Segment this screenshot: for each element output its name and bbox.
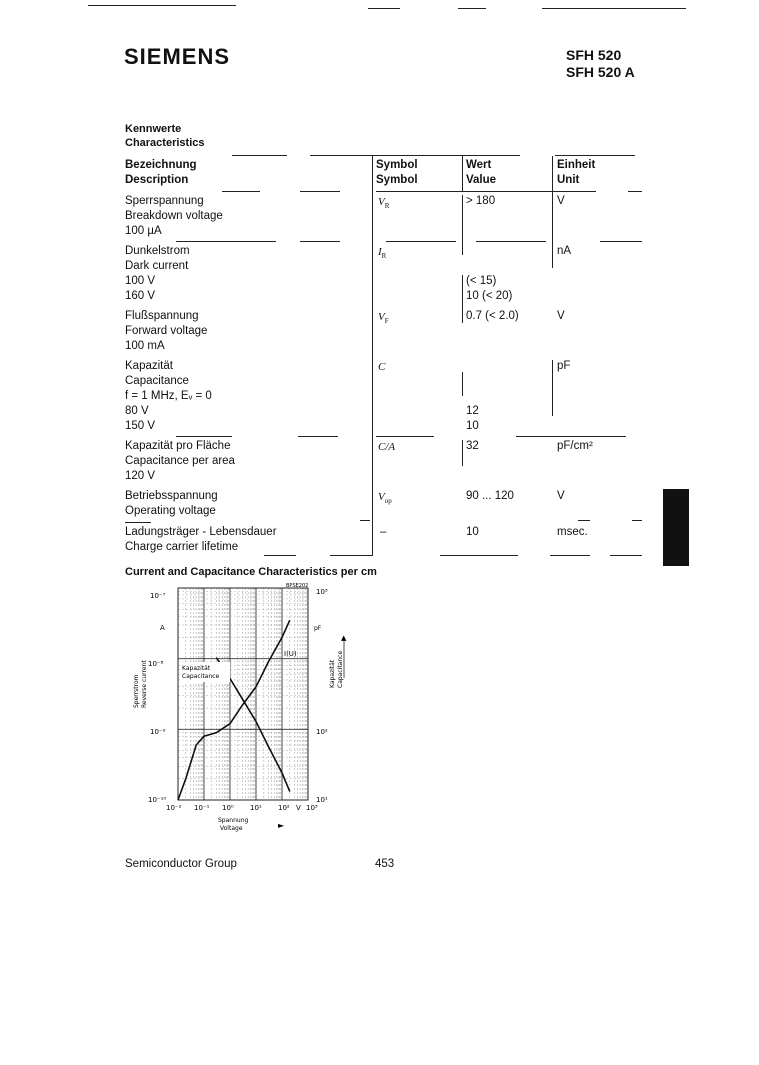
right-tick-label: 10³ [316,588,328,596]
table-rule [578,520,590,521]
column-divider [462,440,463,466]
row-symbol-carrier-lifetime: – [380,526,387,538]
right-axis-label [329,651,344,688]
right-unit: pF [314,625,322,632]
table-rule [516,436,626,437]
x-unit: V [296,804,301,812]
row-symbol-capacitance-per-area: C/A [378,441,396,453]
col-header-desc-en: Description [125,174,189,186]
col-header-unit-en: Unit [557,174,580,186]
row-value-capacitance: 12 10 [466,405,479,432]
column-divider [552,360,553,416]
row-desc-dark-current: Dunkelstrom Dark current 100 V 160 V [125,245,190,302]
table-rule [360,520,370,521]
footer-group: Semiconductor Group [125,858,237,870]
row-value-dark-current: (< 15) 10 (< 20) [466,275,513,302]
table-rule [610,555,642,556]
table-rule [222,191,260,192]
left-tick-label: 10⁻⁷ [150,592,166,600]
row-desc-operating-voltage: Betriebsspannung Operating voltage [125,490,218,517]
column-divider [372,156,373,556]
row-desc-capacitance: Kapazität Capacitance f = 1 MHz, Eᵥ = 0 80 V 150 V [125,360,212,432]
x-tick-label: 10⁰ [222,804,234,812]
left-tick-label: 10⁻¹⁰ [148,796,167,804]
table-rule [555,155,635,156]
row-symbol-operating-voltage: $V_{op}$ [378,491,392,506]
column-divider [462,372,463,396]
row-desc-carrier-lifetime: Ladungsträger - Lebensdauer Charge carrier lifetime [125,526,277,553]
table-rule [476,241,546,242]
col-header-symbol-en: Symbol [376,174,418,186]
iv-cv-chart [120,578,360,838]
row-symbol-dark-current: $I_R$ [378,246,387,261]
table-rule [125,522,151,523]
left-axis-label-de: Sperrstrom [133,674,140,708]
table-rule [232,155,287,156]
x-tick-label: 10⁻² [166,804,182,812]
table-rule [264,555,296,556]
left-tick-label: 10⁻⁹ [150,728,166,736]
left-axis-label [133,660,148,708]
column-divider [462,156,463,192]
chart-curves [178,620,290,800]
plot-frame [178,588,308,800]
footer-page-number: 453 [375,858,395,870]
table-rule [298,436,338,437]
x-tick-label: 10³ [306,804,318,812]
row-unit-breakdown: V [557,195,565,207]
row-unit-carrier-lifetime: msec. [557,526,588,538]
row-unit-forward-voltage: V [557,310,565,322]
table-rule [376,436,434,437]
table-rule [628,191,642,192]
left-unit: A [160,624,165,632]
col-header-unit-de: Einheit [557,159,596,171]
chart-code: BPSE202 [286,583,309,589]
page-tab-marker [663,489,689,566]
row-symbol-breakdown: $V_R$ [378,196,390,211]
section-title-en: Characteristics [125,137,205,149]
column-divider [552,156,553,268]
x-tick-label: 10² [278,804,290,812]
part-number-a: SFH 520 A [566,64,635,80]
column-divider [462,275,463,323]
x-axis-label-de: Spannung [218,817,249,824]
col-header-value-de: Wert [466,159,492,171]
table-rule [376,191,596,192]
chart-title: Current and Capacitance Characteristics per cm [125,566,377,578]
right-axis-arrow: ▲ [341,634,347,642]
table-rule [176,241,276,242]
series-current-line [178,620,290,800]
row-symbol-forward-voltage: $V_F$ [378,311,389,326]
row-desc-capacitance-per-area: Kapazität pro Fläche Capacitance per area 120 V [125,440,235,482]
annotation-capacitance-en: Capacitance [182,673,220,680]
table-rule [440,555,518,556]
top-rule [542,8,686,9]
row-desc-forward-voltage: Flußspannung Forward voltage 100 mA [125,310,208,352]
table-rule [330,555,372,556]
table-rule [600,241,642,242]
right-tick-label: 10¹ [316,796,328,804]
row-unit-dark-current: nA [557,245,572,257]
left-tick-label: 10⁻⁸ [148,660,164,668]
annotation-current: I(U) [284,650,297,658]
annotation-capacitance-de: Kapazität [182,665,211,672]
table-rule [300,191,340,192]
left-axis-label-en: Reverse current [141,660,148,708]
x-tick-label: 10⁻¹ [194,804,210,812]
row-value-breakdown: > 180 [466,195,496,207]
right-axis-label-en: Capacitance [337,650,344,688]
row-value-forward-voltage: 0.7 (< 2.0) [466,310,519,322]
table-rule [386,241,456,242]
chart-grid [178,588,308,800]
row-value-capacitance-per-area: 32 [466,440,479,452]
table-rule [310,155,520,156]
column-divider [462,195,463,255]
col-header-symbol-de: Symbol [376,159,418,171]
col-header-desc-de: Bezeichnung [125,159,197,171]
top-rule [88,5,236,6]
top-rule [368,8,400,9]
x-axis-label-en: Voltage [220,825,243,832]
table-rule [300,241,340,242]
top-rule [458,8,486,9]
col-header-value-en: Value [466,174,497,186]
row-value-operating-voltage: 90 ... 120 [466,490,514,502]
part-number: SFH 520 [566,47,622,63]
row-unit-capacitance-per-area: pF/cm² [557,440,593,452]
table-rule [632,520,642,521]
right-axis-label-de: Kapazität [329,659,336,688]
row-value-carrier-lifetime: 10 [466,526,479,538]
table-rule [550,555,590,556]
row-desc-breakdown: Sperrspannung Breakdown voltage 100 µA [125,195,223,237]
brand-logo: SIEMENS [124,44,231,69]
row-unit-operating-voltage: V [557,490,565,502]
row-unit-capacitance: pF [557,360,571,372]
section-title-de: Kennwerte [125,123,182,135]
table-rule [176,436,232,437]
x-axis-arrow: ► [278,821,285,830]
x-tick-label: 10¹ [250,804,262,812]
right-tick-label: 10² [316,728,328,736]
row-symbol-capacitance: C [378,361,386,373]
